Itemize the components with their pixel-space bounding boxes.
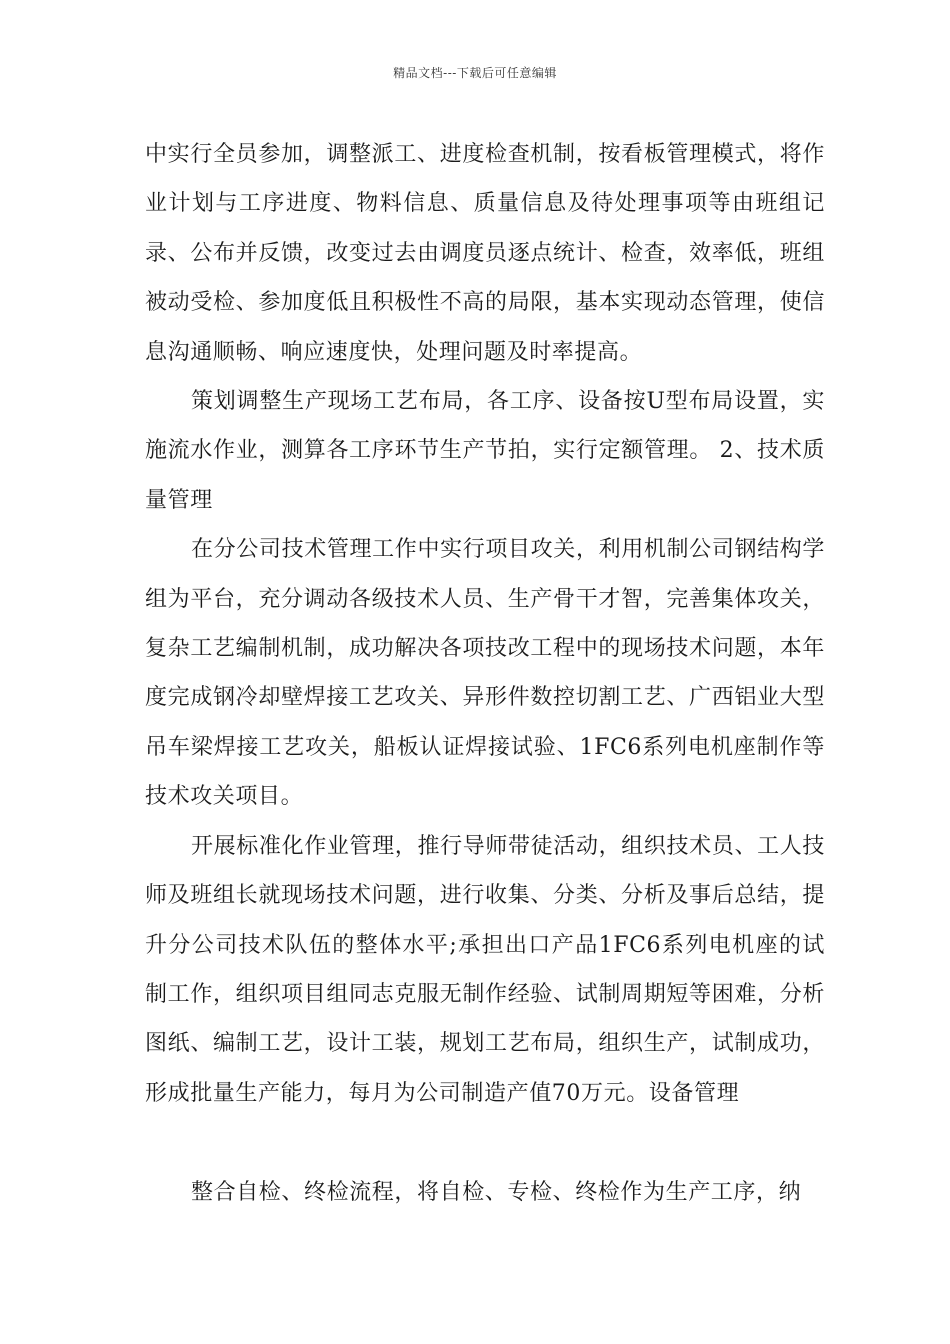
page-header: 精品文档---下载后可任意编辑 — [393, 66, 557, 80]
paragraph-1: 中实行全员参加，调整派工、进度检查机制，按看板管理模式，将作业计划与工序进度、物料信息、质量信息及待处理事项等由班组记录、公布并反馈，改变过去由调度员逐点统计、检查，效率低，班组被动受检、参加度低且积极性不高的局限，基本实现动态管理，使信息沟通顺畅、响应速度快，处理问题及时率提高。 — [145, 142, 825, 365]
document-body — [145, 130, 825, 1218]
paragraph-5: 整合自检、终检流程，将自检、专检、终检作为生产工序，纳 — [191, 1180, 802, 1206]
paragraph-2: 策划调整生产现场工艺布局，各工序、设备按U型布局设置，实施流水作业，测算各工序环节生产节拍，实行定额管理。 2、技术质量管理 — [145, 389, 825, 513]
paragraph-spacer — [145, 1118, 825, 1168]
paragraph-4: 开展标准化作业管理，推行导师带徒活动，组织技术员、工人技师及班组长就现场技术问题，进行收集、分类、分析及事后总结，提升分公司技术队伍的整体水平;承担出口产品1FC6系列电机座的试制工作，组织项目组同志克服无制作经验、试制周期短等困难，分析图纸、编制工艺，设计工装，规划工艺布局，组织生产，试制成功，形成批量生产能力，每月为公司制造产值70万元。设备管理 — [145, 833, 825, 1106]
paragraph-3: 在分公司技术管理工作中实行项目攻关，利用机制公司钢结构学组为平台，充分调动各级技术人员、生产骨干才智，完善集体攻关，复杂工艺编制机制，成功解决各项技改工程中的现场技术问题，本年度完成钢冷却壁焊接工艺攻关、异形件数控切割工艺、广西铝业大型吊车梁焊接工艺攻关，船板认证焊接试验、1FC6系列电机座制作等技术攻关项目。 — [145, 537, 825, 810]
